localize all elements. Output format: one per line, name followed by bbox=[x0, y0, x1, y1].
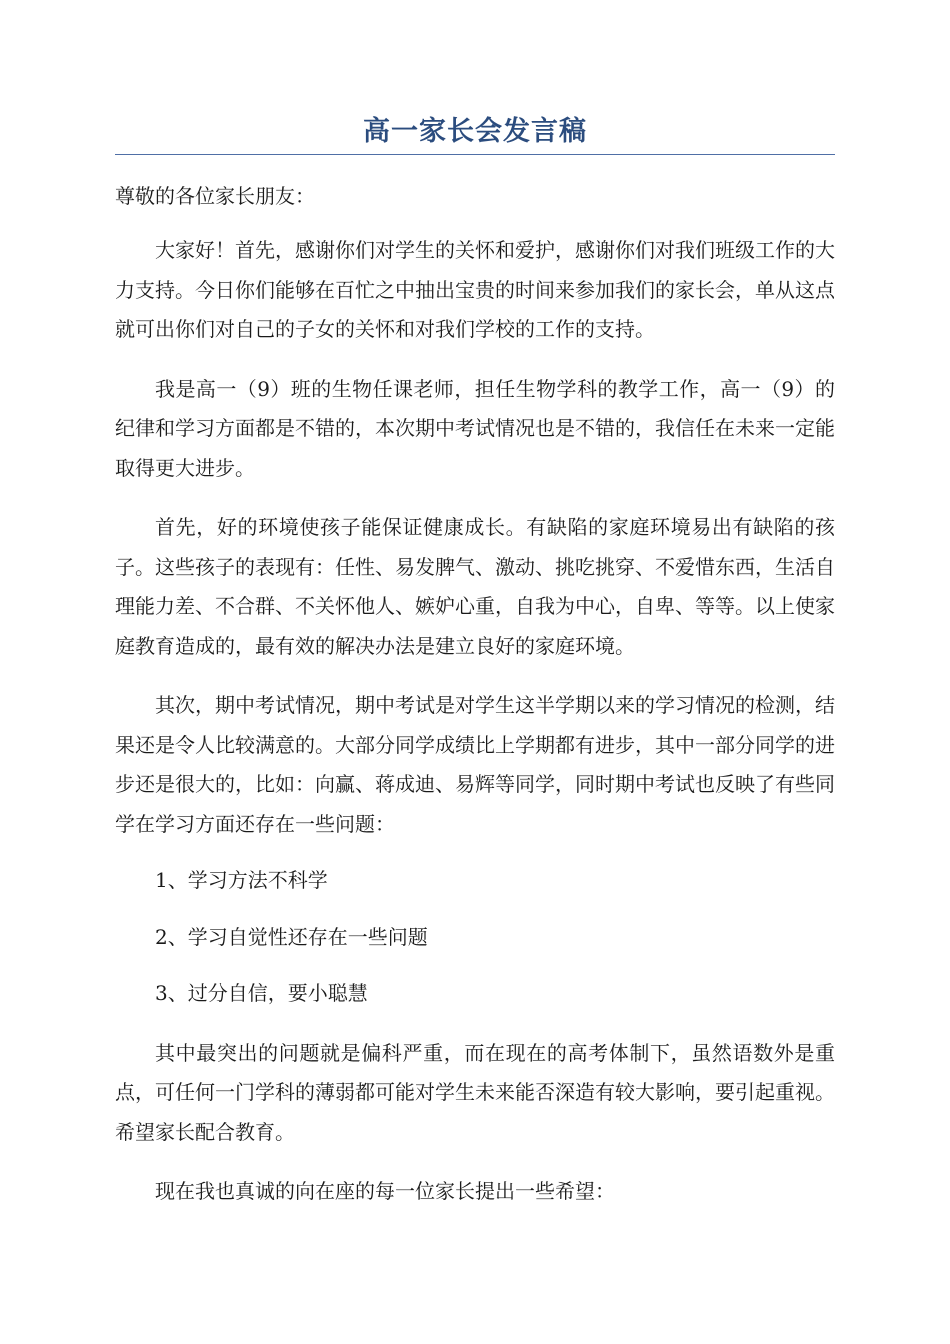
list-item-problem-2: 2、学习自觉性还存在一些问题 bbox=[155, 924, 428, 949]
list-item-problem-3: 3、过分自信，要小聪慧 bbox=[155, 981, 368, 1005]
document-page bbox=[115, 112, 835, 1212]
paragraph-subject-imbalance: 其中最突出的问题就是偏科严重，而在现在的高考体制下，虽然语数外是重点，可任何一门学科的薄弱都可能对学生未来能否深造有较大影响，要引起重视。希望家长配合教育。 bbox=[115, 1040, 835, 1144]
paragraph-introduction: 我是高一（9）班的生物任课老师，担任生物学科的教学工作，高一（9）的纪律和学习方面都是不错的，本次期中考试情况也是不错的，我信任在未来一定能取得更大进步。 bbox=[115, 376, 835, 480]
list-item-problem-1: 1、学习方法不科学 bbox=[155, 868, 328, 892]
salutation: 尊敬的各位家长朋友： bbox=[115, 184, 315, 208]
paragraph-environment: 首先，好的环境使孩子能保证健康成长。有缺陷的家庭环境易出有缺陷的孩子。这些孩子的表现有：任性、易发脾气、激动、挑吃挑穿、不爱惜东西，生活自理能力差、不合群、不关怀他人、嫉妒心重，自我为中心，自卑、等等。以上使家庭教育造成的，最有效的解决办法是建立良好的家庭环境。 bbox=[115, 515, 835, 658]
paragraph-exam-results: 其次，期中考试情况，期中考试是对学生这半学期以来的学习情况的检测，结果还是令人比较满意的。大部分同学成绩比上学期都有进步，其中一部分同学的进步还是很大的，比如：向赢、蒋成迪、易辉等同学，同时期中考试也反映了有些同学在学习方面还存在一些问题： bbox=[115, 693, 835, 836]
document-title: 高一家长会发言稿 bbox=[115, 112, 835, 155]
paragraph-hopes: 现在我也真诚的向在座的每一位家长提出一些希望： bbox=[155, 1179, 615, 1203]
paragraph-greeting: 大家好！首先，感谢你们对学生的关怀和爱护，感谢你们对我们班级工作的大力支持。今日你们能够在百忙之中抽出宝贵的时间来参加我们的家长会，单从这点就可出你们对自己的子女的关怀和对我们学校的工作的支持。 bbox=[115, 238, 835, 341]
